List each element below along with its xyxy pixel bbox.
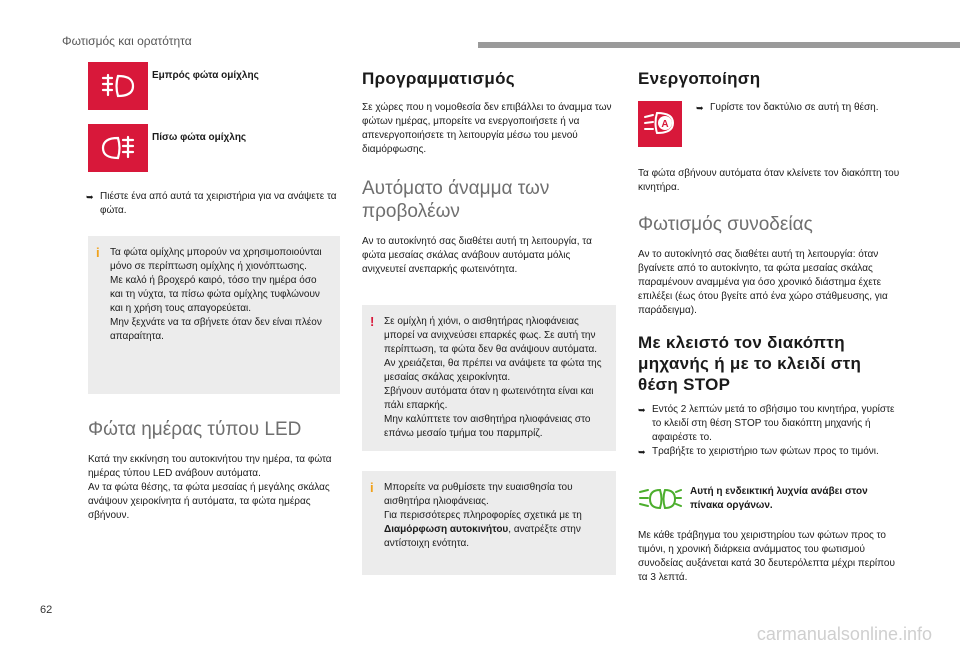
front-fog-light-icon: [88, 62, 148, 110]
led-para-1: Κατά την εκκίνηση του αυτοκινήτου την ημέρα, τα φώτα ημέρας τύπου LED ανάβουν αυτόματα.: [88, 454, 332, 479]
bullet-arrow-icon: ➥: [86, 192, 94, 202]
warn-line-2: Αν χρειάζεται, θα πρέπει να ανάψετε τα φώτα της μεσαίας σκάλας χειροκίνητα.: [384, 358, 602, 383]
left-column: [88, 62, 340, 523]
stop-bullet-1-text: Εντός 2 λεπτών μετά το σβήσιμο του κινητήρα, γυρίστε το κλειδί στη θέση STOP του διακόπτη μηχανής ή αφαιρέστε το.: [652, 404, 895, 443]
activation-heading: Ενεργοποίηση: [638, 69, 761, 88]
info-marker-icon: i: [370, 480, 374, 495]
front-fog-label: Εμπρός φώτα ομίχλης: [152, 70, 259, 81]
warn-line-1: Σε ομίχλη ή χιόνι, ο αισθητήρας ηλιοφάνειας μπορεί να ανιχνεύσει επαρκές φως. Σε αυτή την περίπτωση, τα φώτα δεν θα ανάψουν αυτόματα.: [384, 316, 598, 355]
adjust-line-1: Μπορείτε να ρυθμίσετε την ευαισθησία του αισθητήρα ηλιοφάνειας.: [384, 482, 573, 507]
header-title: Φωτισμός και ορατότητα: [62, 34, 192, 48]
front-fog-row: [88, 62, 340, 118]
adjust-line-2-link: Διαμόρφωση αυτοκινήτου: [384, 524, 509, 535]
led-para-2: Αν τα φώτα θέσης, τα φώτα μεσαίας ή μεγάλης σκάλας ανάψουν χειροκίνητα ή αυτόματα, τα φώτα ημέρας σβήνουν.: [88, 482, 330, 521]
rear-fog-label: Πίσω φώτα ομίχλης: [152, 132, 247, 143]
auto-headlamp-icon: [638, 101, 682, 147]
bullet-arrow-icon: ➥: [638, 447, 646, 457]
page-number: 62: [40, 604, 53, 616]
bullet-arrow-icon: ➥: [696, 103, 704, 113]
activation-bullet: [696, 101, 896, 115]
fog-bullet-text: Πιέστε ένα από αυτά τα χειριστήρια για να ανάψετε τα φώτα.: [100, 191, 337, 216]
warn-line-4: Μην καλύπτετε τον αισθητήρα ηλιοφάνειας στο επάνω μεσαίο τμήμα του παρμπρίζ.: [384, 414, 591, 439]
fog-info-line-3: Μην ξεχνάτε να τα σβήνετε όταν δεν είναι πλέον απαραίτητα.: [110, 317, 322, 342]
stop-bullet-1: [638, 403, 900, 445]
activation-bullet-text: Γυρίστε τον δακτύλιο σε αυτή τη θέση.: [710, 102, 879, 113]
stop-bullet-2-text: Τραβήξτε το χειριστήριο των φώτων προς το τιμόνι.: [652, 446, 879, 457]
adjust-line-2-pre: Για περισσότερες πληροφορίες σχετικά με τη: [384, 510, 582, 521]
indicator-label: Αυτή η ενδεικτική λυχνία ανάβει στον πίνακα οργάνων.: [690, 486, 868, 511]
escort-para: Αν το αυτοκίνητό σας διαθέτει αυτή τη λειτουργία: όταν βγαίνετε από το αυτοκίνητο, τα φώτα μεσαίας σκάλας παραμένουν αναμμένα για όσο χρονικό διάστημα έχετε επιλέξει (έως ότου βγείτε από ένα χώρο στάθμευσης, για παράδειγμα).: [638, 249, 888, 316]
escort-heading: Φωτισμός συνοδείας: [638, 214, 813, 235]
indicator-lamp-icon: [638, 487, 682, 516]
activation-row: [638, 101, 900, 159]
led-heading: Φώτα ημέρας τύπου LED: [88, 419, 302, 440]
svg-text:A: A: [661, 119, 669, 130]
activation-para: Τα φώτα σβήνουν αυτόματα όταν κλείνετε τον διακόπτη του κινητήρα.: [638, 168, 900, 193]
sensor-warning-box: [362, 305, 616, 451]
fog-info-box: [88, 236, 340, 394]
fog-info-line-1: Τα φώτα ομίχλης μπορούν να χρησιμοποιούνται μόνο σε περίπτωση ομίχλης ή χιονόπτωσης.: [110, 247, 322, 272]
sensitivity-info-box: [362, 471, 616, 575]
stop-bullet-2: [638, 445, 900, 459]
final-para: Με κάθε τράβηγμα του χειριστηρίου των φώτων προς το τιμόνι, η χρονική διάρκεια ανάμματος του φωτισμού συνοδείας αυξάνεται κατά 30 δευτερόλεπτα μέχρι περίπου τα 3 λεπτά.: [638, 530, 895, 583]
warning-marker-icon: !: [370, 314, 375, 329]
header-bar: [478, 42, 960, 48]
stop-heading: Με κλειστό τον διακόπτη μηχανής ή με το κλειδί στη θέση STOP: [638, 333, 862, 394]
rear-fog-row: [88, 124, 340, 180]
rear-fog-light-icon: [88, 124, 148, 172]
watermark: carmanualsonline.info: [756, 624, 932, 644]
fog-info-line-2: Με καλό ή βροχερό καιρό, τόσο την ημέρα όσο και τη νύχτα, τα πίσω φώτα ομίχλης τυφλώνουν και η χρήση τους απαγορεύεται.: [110, 275, 320, 314]
programming-heading: Προγραμματισμός: [362, 69, 515, 88]
indicator-row: [638, 485, 900, 525]
programming-para: Σε χώρες που η νομοθεσία δεν επιβάλλει το άναμμα των φώτων ημέρας, μπορείτε να ενεργοποιήσετε ή να απενεργοποιήσετε τη λειτουργία μέσω του μενού διαμόρφωσης.: [362, 102, 612, 155]
info-marker-icon: i: [96, 245, 100, 260]
right-column: [638, 62, 900, 585]
bullet-arrow-icon: ➥: [638, 405, 646, 415]
adjust-line-2: [384, 509, 608, 551]
auto-lights-heading: Αυτόματο άναμμα των προβολέων: [362, 178, 550, 222]
warn-line-3: Σβήνουν αυτόματα όταν η φωτεινότητα είναι και πάλι επαρκής.: [384, 386, 594, 411]
auto-lights-para: Αν το αυτοκίνητό σας διαθέτει αυτή τη λειτουργία, τα φώτα μεσαίας σκάλας ανάβουν αυτόματα μόλις ανιχνευτεί ανεπαρκής φωτεινότητα.: [362, 236, 592, 275]
adjust-line-2-post: , ανατρέξτε στην αντίστοιχη ενότητα.: [384, 524, 581, 549]
fog-bullet: [86, 190, 340, 218]
middle-column: [362, 62, 616, 575]
